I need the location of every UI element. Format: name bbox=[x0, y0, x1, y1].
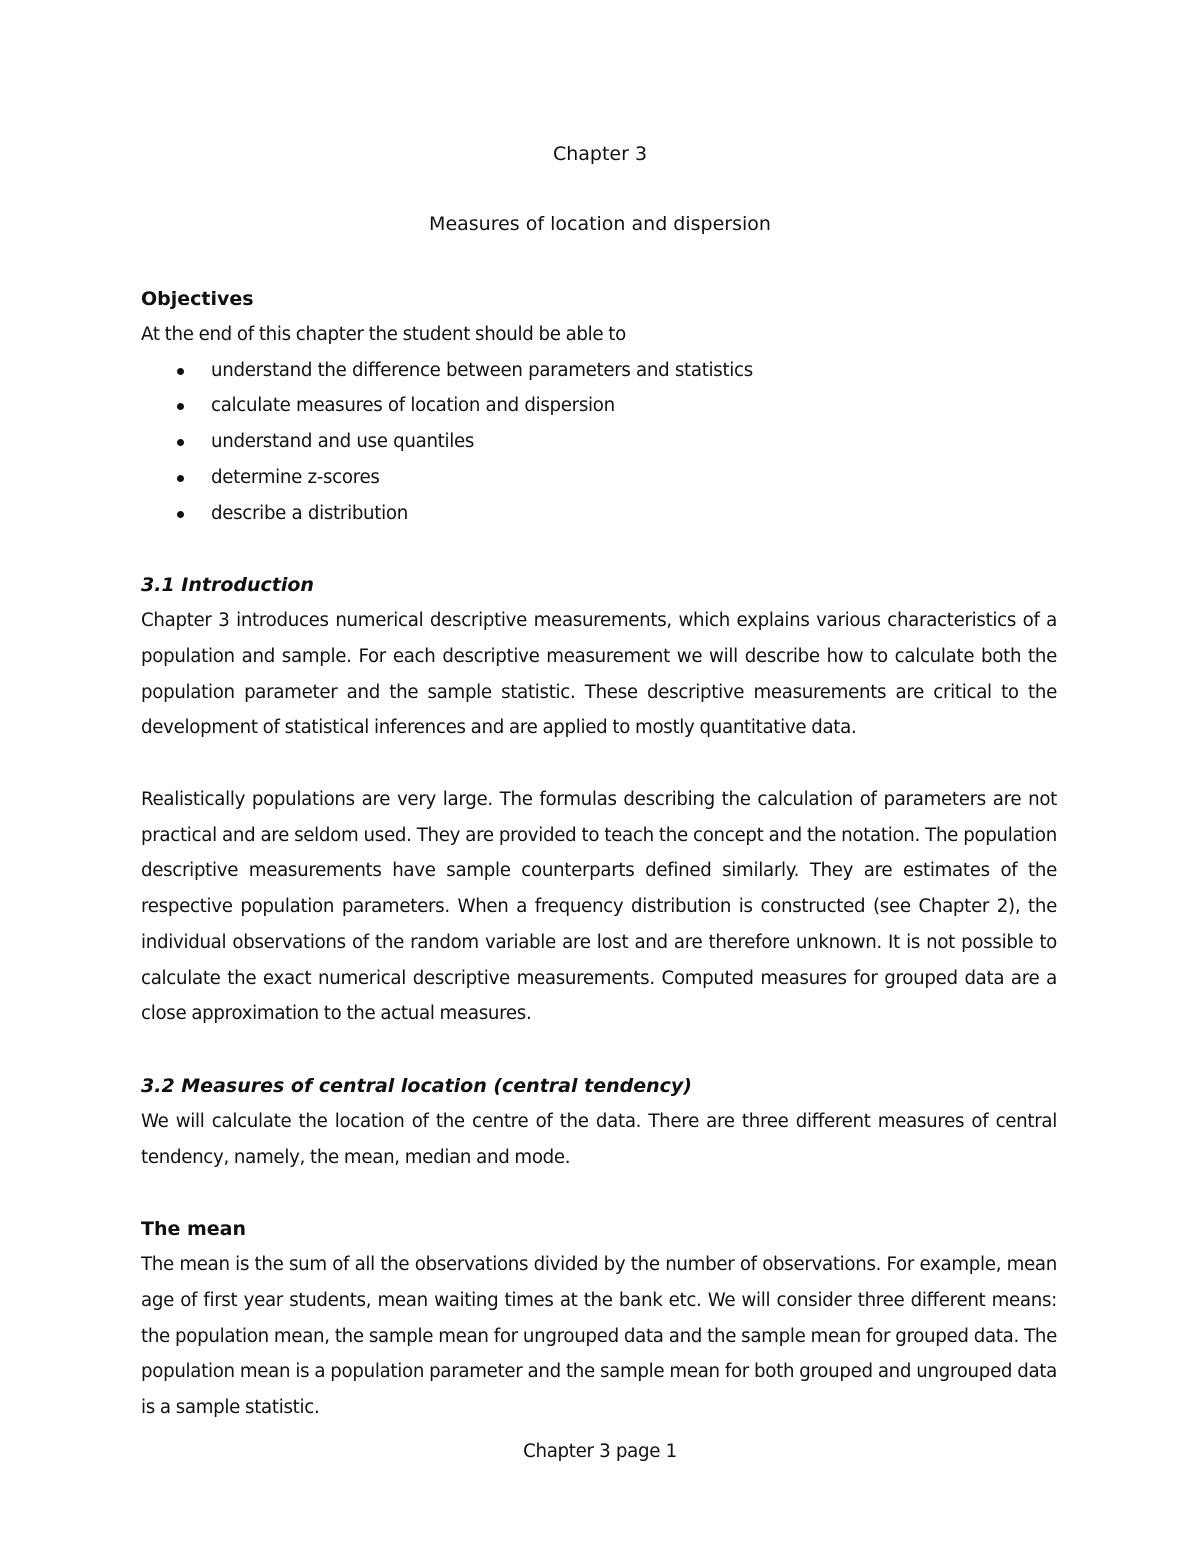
introduction-heading: 3.1 Introduction bbox=[141, 574, 314, 597]
list-item-text: understand the difference between parameters and statistics bbox=[211, 359, 753, 381]
section-spacer bbox=[141, 1175, 1057, 1211]
central-location-heading: 3.2 Measures of central location (central tendency) bbox=[141, 1074, 692, 1097]
section-spacer bbox=[141, 531, 1057, 567]
list-item-text: determine z-scores bbox=[211, 466, 380, 488]
central-location-paragraph: We will calculate the location of the centre of the data. There are three different measures of central tendency, namely, the mean, median and mode. bbox=[141, 1110, 1057, 1168]
objectives-list bbox=[141, 353, 1057, 532]
mean-paragraph: The mean is the sum of all the observations divided by the number of observations. For example, mean age of first year students, mean waiting times at the bank etc. We will consider three different means: the population mean, the sample mean for ungrouped data and the sample mean for grouped data. The population mean is a population parameter and the sample mean for both grouped and ungrouped data is a sample statistic. bbox=[141, 1254, 1057, 1419]
list-item-text: understand and use quantiles bbox=[211, 431, 475, 453]
bullet-icon bbox=[177, 439, 184, 446]
list-item bbox=[141, 424, 1057, 460]
bullet-icon bbox=[177, 511, 184, 518]
page-footer: Chapter 3 page 1 bbox=[523, 1441, 677, 1462]
list-item-text: describe a distribution bbox=[211, 502, 408, 524]
section-spacer bbox=[141, 1032, 1057, 1068]
list-item bbox=[141, 353, 1057, 389]
list-item-text: calculate measures of location and dispersion bbox=[211, 395, 615, 417]
objectives-heading: Objectives bbox=[141, 288, 254, 310]
bullet-icon bbox=[177, 475, 184, 482]
list-item bbox=[141, 460, 1057, 496]
paragraph-spacer bbox=[141, 746, 1057, 782]
introduction-paragraph-1: Chapter 3 introduces numerical descriptive measurements, which explains various characteristics of a population and sample. For each descriptive measurement we will describe how to calculate both the population parameter and the sample statistic. These descriptive measurements are critical to the development of statistical inferences and are applied to mostly quantitative data. bbox=[141, 610, 1057, 739]
bullet-icon bbox=[177, 403, 184, 410]
list-item bbox=[141, 388, 1057, 424]
mean-heading: The mean bbox=[141, 1218, 247, 1241]
chapter-title: Chapter 3 bbox=[552, 143, 648, 165]
introduction-paragraph-2: Realistically populations are very large. The formulas describing the calculation of parameters are not practical and are seldom used. They are provided to teach the concept and the notation. The population descriptive measurements have sample counterparts defined similarly. They are estimates of the respective population parameters. When a frequency distribution is constructed (see Chapter 2), the individual observations of the random variable are lost and are therefore unknown. It is not possible to calculate the exact numerical descriptive measurements. Computed measures for grouped data are a close approximation to the actual measures. bbox=[141, 789, 1057, 1025]
document-body bbox=[141, 281, 1057, 1426]
objectives-intro: At the end of this chapter the student should be able to bbox=[141, 324, 626, 345]
chapter-subtitle: Measures of location and dispersion bbox=[429, 213, 771, 235]
bullet-icon bbox=[177, 368, 184, 375]
list-item bbox=[141, 496, 1057, 532]
